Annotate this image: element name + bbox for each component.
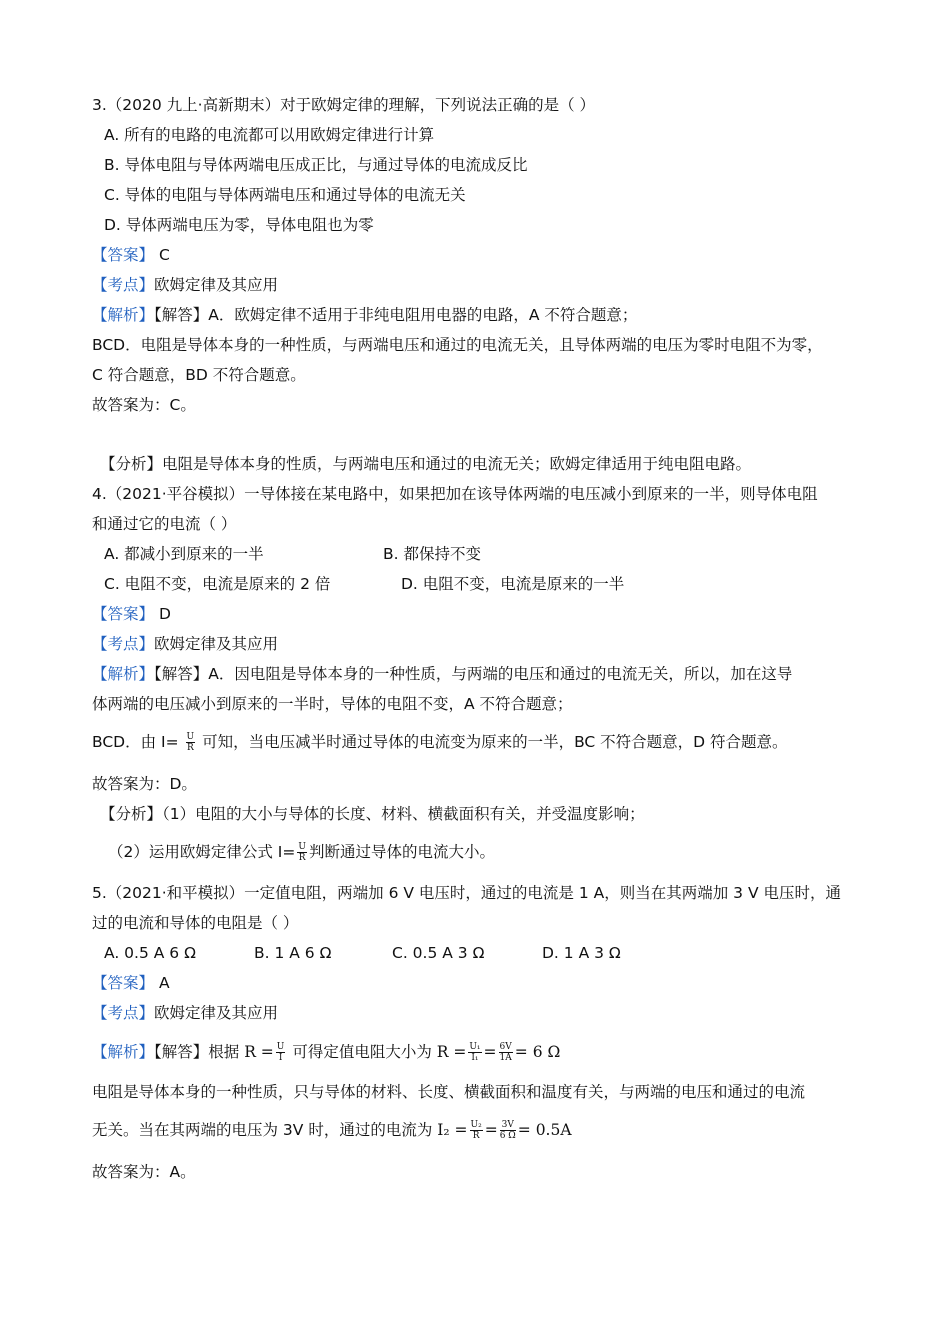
q5-stem-line1: 5.（2021·和平模拟）一定值电阻，两端加 6 V 电压时，通过的电流是 1 A，则当在其两端加 3 V 电压时，通 — [92, 884, 841, 902]
fraction-denominator: R — [472, 1131, 480, 1141]
point-tag: 【考点】 — [92, 276, 155, 294]
point-tag: 【考点】 — [92, 1004, 155, 1022]
q5-point — [92, 1003, 278, 1023]
line3-prefix: 无关。当在其两端的电压为 3V 时，通过的电流为 — [92, 1121, 438, 1139]
fraction-denominator: I — [278, 1053, 283, 1063]
answer-tag: 【答案】 — [92, 246, 155, 264]
fraction-u-over-r — [186, 732, 196, 753]
fenxi2-suffix: 判断通过导体的电流大小。 — [308, 843, 495, 861]
point-value: 欧姆定律及其应用 — [154, 1004, 279, 1022]
q4-stem-line2: 和通过它的电流（ ） — [92, 515, 237, 533]
q4-answer — [92, 604, 171, 624]
q4-option-c: C. 电阻不变，电流是原来的 2 倍 — [104, 575, 331, 593]
analysis-tag: 【解析】 — [92, 306, 155, 324]
analysis-tag: 【解析】 — [92, 1043, 155, 1061]
q3-option-a: A. 所有的电路的电流都可以用欧姆定律进行计算 — [104, 126, 435, 144]
fenxi2-prefix: （2）运用欧姆定律公式 I= — [108, 843, 296, 861]
bcd-suffix: 可知，当电压减半时通过导体的电流变为原来的一半，BC 不符合题意，D 符合题意。 — [197, 733, 788, 751]
result-current: = 0.5A — [517, 1121, 572, 1139]
q3-conclusion: 故答案为：C。 — [92, 396, 196, 414]
q4-stem-line1: 4.（2021·平谷模拟）一导体接在某电路中，如果把加在该导体两端的电压减小到原来的一半，则导体电阻 — [92, 485, 818, 503]
fraction-numerator: U — [186, 732, 195, 742]
q4-fenxi-line1: 【分析】（1）电阻的大小与导体的长度、材料、横截面积有关，并受温度影响； — [100, 805, 645, 823]
fraction-numerator: 3V — [501, 1120, 514, 1130]
point-value: 欧姆定律及其应用 — [154, 276, 279, 294]
answer-value: C — [154, 246, 170, 264]
fraction-numerator: U — [298, 842, 306, 852]
equals-sign: = — [483, 1043, 497, 1061]
q3-option-d: D. 导体两端电压为零，导体电阻也为零 — [104, 216, 374, 234]
fraction-numerator: U₁ — [469, 1042, 481, 1052]
q5-analysis-line2: 电阻是导体本身的一种性质，只与导体的材料、长度、横截面积和温度有关，与两端的电压和通过的电流 — [92, 1083, 806, 1101]
equals-sign: = — [484, 1121, 498, 1139]
q5-analysis — [92, 1042, 560, 1063]
q3-answer — [92, 245, 170, 265]
q4-option-a: A. 都减小到原来的一半 — [104, 545, 264, 563]
q4-analysis — [92, 664, 792, 684]
q5-stem-line2: 过的电流和导体的电阻是（ ） — [92, 914, 299, 932]
fraction-6v-over-1a — [499, 1042, 513, 1063]
q5-answer — [92, 973, 170, 993]
q3-point — [92, 275, 278, 295]
analysis-middle: 可得定值电阻大小为 — [287, 1043, 437, 1061]
q5-option-c: C. 0.5 A 3 Ω — [392, 944, 485, 962]
answer-value: D — [154, 605, 171, 623]
bcd-prefix: BCD．由 I= — [92, 733, 184, 751]
q3-analysis-line3: C 符合题意，BD 不符合题意。 — [92, 366, 306, 384]
q4-option-d: D. 电阻不变，电流是原来的一半 — [401, 575, 625, 593]
q3-fenxi: 【分析】电阻是导体本身的性质，与两端电压和通过的电流无关；欧姆定律适用于纯电阻电路。 — [100, 455, 752, 473]
analysis-text: 【解答】A．因电阻是导体本身的一种性质，与两端的电压和通过的电流无关，所以，加在这导 — [154, 665, 793, 683]
answer-tag: 【答案】 — [92, 605, 155, 623]
formula-i2: I₂ = — [437, 1121, 468, 1139]
q5-option-d: D. 1 A 3 Ω — [542, 944, 621, 962]
q5-option-b: B. 1 A 6 Ω — [254, 944, 332, 962]
q4-option-b: B. 都保持不变 — [383, 545, 481, 563]
analysis-prefix: 【解答】根据 — [154, 1043, 245, 1061]
q3-analysis-line2: BCD．电阻是导体本身的一种性质，与两端电压和通过的电流无关，且导体两端的电压为零时电阻不为零， — [92, 336, 823, 354]
result-resistance: = 6 Ω — [514, 1043, 561, 1061]
fraction-denominator: R — [186, 743, 194, 753]
q4-analysis-line3 — [92, 732, 788, 753]
point-value: 欧姆定律及其应用 — [154, 635, 279, 653]
q3-stem: 3.（2020 九上·高新期末）对于欧姆定律的理解，下列说法正确的是（ ） — [92, 96, 596, 114]
fraction-u2-over-r — [470, 1120, 483, 1141]
answer-value: A — [154, 974, 170, 992]
q4-conclusion: 故答案为：D。 — [92, 775, 197, 793]
fraction-numerator: U — [276, 1042, 285, 1052]
formula-r2: R = — [436, 1043, 467, 1061]
fraction-denominator: 6 Ω — [499, 1131, 516, 1141]
q5-conclusion: 故答案为：A。 — [92, 1163, 196, 1181]
fraction-numerator: 6V — [499, 1042, 512, 1052]
fraction-denominator: 1A — [499, 1053, 512, 1063]
formula-r: R = — [244, 1043, 274, 1061]
q3-option-c: C. 导体的电阻与导体两端电压和通过导体的电流无关 — [104, 186, 466, 204]
q4-analysis-line2: 体两端的电压减小到原来的一半时，导体的电阻不变，A 不符合题意； — [92, 695, 573, 713]
fraction-numerator: U₂ — [470, 1120, 482, 1130]
q3-analysis — [92, 305, 637, 325]
fraction-u1-over-i1 — [468, 1042, 481, 1063]
fraction-3v-over-6ohm — [500, 1120, 516, 1141]
q4-fenxi-line2 — [108, 842, 495, 863]
point-tag: 【考点】 — [92, 635, 155, 653]
analysis-tag: 【解析】 — [92, 665, 155, 683]
analysis-text: 【解答】A．欧姆定律不适用于非纯电阻用电器的电路，A 不符合题意； — [154, 306, 638, 324]
q5-option-a: A. 0.5 A 6 Ω — [104, 944, 196, 962]
answer-tag: 【答案】 — [92, 974, 155, 992]
fraction-u-over-i — [276, 1042, 286, 1063]
q5-analysis-line3 — [92, 1120, 572, 1141]
q4-point — [92, 634, 278, 654]
q3-option-b: B. 导体电阻与导体两端电压成正比，与通过导体的电流成反比 — [104, 156, 528, 174]
fraction-denominator: R — [298, 853, 306, 863]
fraction-denominator: I₁ — [471, 1053, 479, 1063]
fraction-u-over-r — [297, 842, 307, 863]
